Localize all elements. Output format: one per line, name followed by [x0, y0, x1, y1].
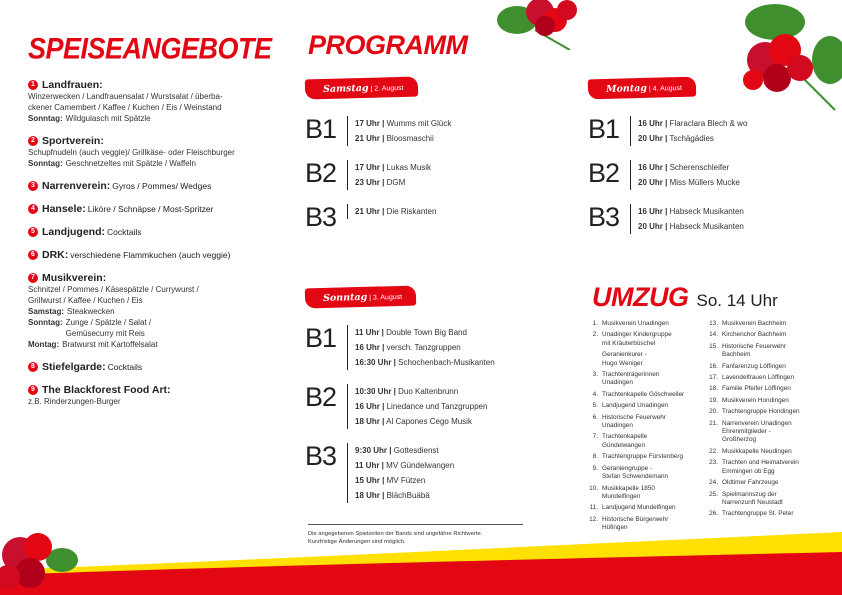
day-sunday — [305, 287, 565, 503]
event-time: 15 Uhr | — [355, 476, 385, 485]
parade-number: 19. — [709, 396, 718, 404]
event-time: 10:30 Uhr | — [355, 387, 396, 396]
parade-number: 9. — [592, 464, 598, 472]
food-section-head — [28, 361, 273, 373]
umzug-header — [592, 282, 778, 313]
parade-group: Historische Bürgerwehr Hüfingen — [602, 515, 669, 532]
offer-line: Schupfnudeln (auch veggie)/ Grillkäse- oder Fleischburger — [28, 148, 235, 157]
parade-group: Musikkapelle Neudingen — [722, 447, 792, 455]
parade-number: 16. — [709, 362, 718, 370]
parade-item — [704, 320, 824, 328]
vendor-offer: Liköre / Schnäpse / Most-Spritzer — [87, 204, 214, 214]
day-offer-row — [28, 113, 273, 124]
number-badge: 9 — [28, 385, 38, 395]
stage-block — [305, 323, 565, 370]
event-time: 16 Uhr | — [355, 343, 385, 352]
parade-number: 24. — [709, 479, 718, 487]
event-time: 18 Uhr | — [355, 417, 385, 426]
event-row — [355, 473, 454, 488]
food-section — [28, 361, 273, 373]
parade-group: Trachtenträgerinnen Unadingen — [602, 371, 660, 387]
day-label: Sonntag: — [28, 318, 63, 327]
parade-item — [584, 433, 704, 450]
offer-line: Winzerwecken / Landfrauensalat / Wurstsalat / überba- — [28, 92, 223, 101]
stage-label: B2 — [305, 158, 337, 188]
vendor-offer: Cocktails — [107, 227, 142, 237]
parade-group: Geraniengruppe - Stefan Schwendemann — [602, 464, 669, 481]
event-row — [638, 204, 744, 219]
food-section — [28, 203, 273, 215]
event-name: Tschägädies — [669, 134, 714, 143]
event-time: 21 Uhr | — [355, 134, 385, 143]
parade-number: 26. — [709, 510, 718, 518]
parade-group: Oldtimer Fahrzeuge — [722, 479, 779, 487]
umzug-list-right — [704, 320, 824, 522]
ribbon-separator: | — [646, 85, 653, 93]
vendor-name: The Blackforest Food Art: — [42, 384, 171, 396]
stage-events — [347, 204, 436, 219]
programm-title: PROGRAMM — [308, 30, 468, 60]
food-section — [28, 135, 273, 169]
event-name: Flaraclara Blech & wo — [669, 119, 748, 128]
offer-line: Schnitzel / Pommes / Käsespätzle / Currywurst / — [28, 285, 199, 294]
parade-number: 22. — [709, 447, 718, 455]
parade-number: 5. — [592, 402, 598, 410]
parade-number: 1. — [592, 320, 598, 327]
parade-number: 10. — [589, 484, 598, 492]
event-time: 16 Uhr | — [638, 119, 668, 128]
ribbon-separator: | — [368, 85, 375, 93]
vendor-offer: verschiedene Flammkuchen (auch veggie) — [70, 250, 231, 260]
day-offer-row — [28, 339, 273, 350]
vendor-name: Narrenverein: — [42, 180, 111, 192]
parade-item — [704, 491, 824, 508]
event-name: Wumms mit Glück — [386, 119, 452, 128]
parade-group: Unadinger Kindergruppe mit Kräuterbüschel — [602, 331, 672, 347]
event-row — [355, 131, 451, 146]
food-section — [28, 226, 273, 238]
parade-number: 12. — [589, 515, 598, 523]
parade-item — [704, 397, 824, 405]
parade-item — [704, 331, 824, 339]
stage-events — [347, 160, 431, 190]
parade-item — [704, 479, 824, 487]
event-row — [355, 340, 495, 355]
event-name: Habseck Musikanten — [669, 222, 744, 231]
parade-group: Geranienkurer - Hugo Weniger — [602, 351, 647, 367]
food-section — [28, 384, 273, 407]
day-ribbon — [305, 286, 417, 309]
parade-group: Narrenverein Unadingen Ehrenmitglieder - Großherzog — [722, 419, 792, 444]
event-row — [355, 384, 487, 399]
stage-events — [630, 160, 740, 190]
stage-events — [630, 116, 747, 146]
parade-number: 3. — [592, 371, 598, 379]
offer-line: z.B. Rinderzungen-Burger — [28, 397, 121, 406]
event-time: 17 Uhr | — [355, 163, 385, 172]
parade-number: 2. — [592, 331, 598, 339]
parade-group: Musikverein Hondingen — [722, 396, 789, 404]
food-section — [28, 79, 273, 124]
stage-block — [588, 158, 828, 190]
event-name: Duo Kaltenbrunn — [398, 387, 459, 396]
parade-group: Kirchenchor Bachheim — [722, 331, 787, 339]
stage-block — [588, 114, 828, 146]
parade-number: 4. — [592, 390, 598, 398]
stage-label: B1 — [588, 114, 620, 144]
stage-block — [305, 441, 565, 503]
parade-item — [584, 485, 704, 502]
day-offer: Steakwecken — [67, 307, 115, 316]
event-time: 16 Uhr | — [355, 402, 385, 411]
event-name: Miss Müllers Mucke — [669, 178, 740, 187]
vendor-name: Hansele: — [42, 203, 86, 215]
day-name: Montag — [605, 82, 648, 95]
event-row — [638, 131, 747, 146]
stage-label: B3 — [305, 441, 337, 471]
parade-item — [704, 448, 824, 456]
event-name: Linedance und Tanzgruppen — [386, 402, 488, 411]
event-name: Scherenschleifer — [669, 163, 730, 172]
event-name: Habseck Musikanten — [669, 207, 744, 216]
parade-item — [584, 371, 704, 388]
day-monday — [588, 78, 828, 234]
parade-item — [584, 331, 704, 348]
event-name: MV Gündelwangen — [386, 461, 455, 470]
vendor-offer: Cocktails — [107, 362, 143, 372]
event-time: 11 Uhr | — [355, 461, 384, 470]
parade-group: Historische Feuerwehr Bachheim — [722, 342, 786, 359]
day-offer: Geschnetzeltes mit Spätzle / Waffeln — [65, 159, 196, 168]
day-date: 4. August — [652, 84, 682, 93]
event-time: 16 Uhr | — [638, 163, 668, 172]
parade-item — [584, 351, 704, 368]
parade-number: 25. — [709, 490, 718, 498]
event-time: 20 Uhr | — [638, 178, 668, 187]
umzug-time: So. 14 Uhr — [696, 291, 778, 310]
parade-number: 6. — [592, 413, 598, 421]
event-row — [355, 414, 487, 429]
umzug-title: UMZUG — [592, 282, 689, 312]
day-offer-row — [28, 317, 273, 339]
parade-group: Landjugend Mundelfingen — [602, 504, 676, 512]
event-row — [355, 175, 431, 190]
parade-group: Trachten und Heimatverein Emmingen ob Egg — [722, 459, 799, 475]
day-date: 3. August — [372, 293, 403, 302]
parade-number: 14. — [709, 331, 718, 339]
stage-events — [347, 443, 454, 503]
parade-number: 18. — [709, 385, 718, 393]
program-note-line: Kurzfristige Änderungen sind möglich. — [308, 539, 406, 545]
vendor-name: Sportverein: — [42, 135, 104, 147]
day-date: 2. August — [374, 84, 404, 93]
event-row — [355, 399, 487, 414]
event-row — [355, 443, 454, 458]
parade-number: 15. — [709, 342, 718, 350]
number-badge: 2 — [28, 136, 38, 146]
event-name: versch. Tanzgruppen — [386, 343, 461, 352]
number-badge: 6 — [28, 250, 38, 260]
food-section-head — [28, 135, 273, 147]
parade-item — [584, 414, 704, 431]
parade-item — [704, 459, 824, 476]
parade-number: 23. — [709, 459, 718, 467]
event-name: Gottesdienst — [393, 446, 439, 455]
food-section-head — [28, 226, 273, 238]
day-offer-row — [28, 306, 273, 317]
geranium-flower-icon — [0, 515, 80, 595]
event-row — [638, 116, 747, 131]
event-name: Schochenbach-Musikanten — [398, 358, 495, 367]
food-section-head — [28, 79, 273, 91]
event-row — [638, 219, 744, 234]
offer-line: Grillwurst / Kaffee / Kuchen / Eis — [28, 296, 143, 305]
geranium-flower-icon — [495, 0, 590, 50]
parade-number: 11. — [589, 504, 598, 512]
stage-events — [347, 116, 451, 146]
event-row — [355, 355, 495, 370]
vendor-name: Musikverein: — [42, 272, 107, 284]
day-name: Samstag — [322, 82, 369, 95]
food-column — [28, 34, 273, 418]
event-time: 20 Uhr | — [638, 222, 668, 231]
parade-group: Musikkapelle 1850 Mundelfingen — [602, 484, 655, 500]
event-time: 9:30 Uhr | — [355, 446, 392, 455]
stage-block — [305, 114, 565, 146]
food-section-head — [28, 384, 273, 396]
parade-number: 13. — [709, 320, 718, 327]
vendor-name: Landjugend: — [42, 226, 105, 238]
parade-item — [584, 453, 704, 461]
umzug-list-left — [584, 320, 704, 536]
event-name: MV Fützen — [386, 476, 426, 485]
event-row — [355, 488, 454, 503]
event-name: BlächBuäbä — [386, 491, 430, 500]
parade-group: Trachtengruppe Hondingen — [722, 408, 800, 416]
parade-item — [584, 391, 704, 399]
food-section — [28, 272, 273, 350]
event-row — [355, 458, 454, 473]
parade-group: Lavendelfrauen Löffingen — [722, 374, 795, 382]
parade-group: Trachtengruppe Fürstenberg — [602, 453, 684, 461]
parade-group: Historische Feuerwehr Unadingen — [602, 413, 666, 430]
stage-label: B3 — [305, 202, 337, 232]
stage-label: B2 — [305, 382, 337, 412]
parade-number: 8. — [592, 453, 598, 461]
parade-item — [704, 374, 824, 382]
vendor-name: Stiefelgarde: — [42, 361, 106, 373]
parade-number — [584, 351, 602, 368]
food-section-head — [28, 203, 273, 215]
food-section — [28, 249, 273, 261]
parade-item — [704, 420, 824, 445]
parade-group: Musikverein Unadingen — [602, 320, 669, 327]
event-row — [638, 160, 740, 175]
event-time: 20 Uhr | — [638, 134, 668, 143]
parade-number: 20. — [709, 408, 718, 416]
day-name: Sonntag — [322, 291, 368, 304]
parade-item — [584, 402, 704, 410]
event-name: Lukas Musik — [386, 163, 432, 172]
event-time: 18 Uhr | — [355, 491, 385, 500]
parade-group: Musikverein Bachheim — [722, 320, 787, 327]
parade-number: 17. — [709, 374, 718, 382]
parade-number: 7. — [592, 433, 598, 441]
parade-item — [704, 510, 824, 518]
stage-label: B3 — [588, 202, 620, 232]
stage-block — [588, 202, 828, 234]
speise-title: SPEISEANGEBOTE — [28, 32, 272, 66]
stage-block — [305, 202, 565, 232]
number-badge: 4 — [28, 204, 38, 214]
stage-label: B1 — [305, 114, 337, 144]
program-note — [308, 530, 538, 546]
stage-events — [630, 204, 744, 234]
parade-item — [704, 343, 824, 360]
vendor-name: Landfrauen: — [42, 79, 103, 91]
event-name: Al Capones Cego Musik — [386, 417, 472, 426]
event-name: Die Riskanten — [386, 207, 437, 216]
parade-group: Familie Pfeifer Löffingen — [722, 385, 791, 393]
event-row — [355, 160, 431, 175]
parade-group: Landjugend Unadingen — [602, 402, 669, 410]
parade-item — [704, 363, 824, 371]
vendor-offer: Gyros / Pommes/ Wedges — [112, 181, 212, 191]
event-row — [638, 175, 740, 190]
stage-block — [305, 382, 565, 429]
food-section-head — [28, 180, 273, 192]
day-label: Sonntag: — [28, 114, 63, 123]
event-time: 16:30 Uhr | — [355, 358, 396, 367]
stage-events — [347, 325, 495, 370]
parade-item — [704, 385, 824, 393]
program-note-line: Die angegebenen Spielzeiten der Bands sind ungefähre Richtwerte. — [308, 531, 483, 537]
event-time: 16 Uhr | — [638, 207, 668, 216]
day-label: Montag: — [28, 340, 60, 349]
event-name: DGM — [386, 178, 406, 187]
stage-label: B2 — [588, 158, 620, 188]
parade-item — [584, 320, 704, 328]
event-time: 11 Uhr | — [355, 328, 384, 337]
parade-group: Trachtenkapelle Gündelwangen — [602, 433, 648, 449]
parade-group: Spielmannszug der Narrenzunft Neustadt — [722, 490, 783, 506]
event-time: 17 Uhr | — [355, 119, 385, 128]
number-badge: 7 — [28, 273, 38, 283]
number-badge: 5 — [28, 227, 38, 237]
day-offer: Wildgulasch mit Spätzle — [65, 114, 151, 123]
parade-group: Trachtenkapelle Göschweiler — [602, 390, 685, 398]
event-row — [355, 116, 451, 131]
parade-item — [584, 516, 704, 533]
parade-group: Trachtengruppe St. Peter — [722, 510, 794, 518]
offer-line: ckener Camembert / Kaffee / Kuchen / Eis / Weinstand — [28, 103, 222, 112]
day-ribbon — [305, 77, 418, 100]
parade-number: 21. — [709, 419, 718, 427]
event-name: Bloosmaschii — [386, 134, 434, 143]
food-section-head — [28, 272, 273, 284]
parade-group: Fanfarenzug Löffingen — [722, 362, 786, 370]
stage-label: B1 — [305, 323, 337, 353]
stage-events — [347, 384, 487, 429]
vendor-name: DRK: — [42, 249, 69, 261]
day-label: Samstag: — [28, 307, 65, 316]
number-badge: 3 — [28, 181, 38, 191]
event-name: Double Town Big Band — [386, 328, 467, 337]
day-offer: Bratwurst mit Kartoffelsalat — [62, 340, 158, 349]
day-label: Sonntag: — [28, 159, 63, 168]
food-section — [28, 180, 273, 192]
day-offer-row — [28, 158, 273, 169]
parade-item — [584, 504, 704, 512]
ribbon-separator: | — [367, 294, 374, 302]
parade-item — [584, 465, 704, 482]
parade-item — [704, 408, 824, 416]
note-divider — [308, 524, 523, 525]
number-badge: 8 — [28, 362, 38, 372]
day-offer: Zunge / Spätzle / Salat / Gemüsecurry mit Reis — [65, 318, 152, 338]
day-saturday — [305, 78, 565, 232]
food-section-head — [28, 249, 273, 261]
number-badge: 1 — [28, 80, 38, 90]
day-ribbon — [588, 77, 696, 100]
event-row — [355, 204, 436, 219]
food-list — [28, 79, 273, 407]
event-row — [355, 325, 495, 340]
event-time: 23 Uhr | — [355, 178, 385, 187]
stage-block — [305, 158, 565, 190]
event-time: 21 Uhr | — [355, 207, 385, 216]
